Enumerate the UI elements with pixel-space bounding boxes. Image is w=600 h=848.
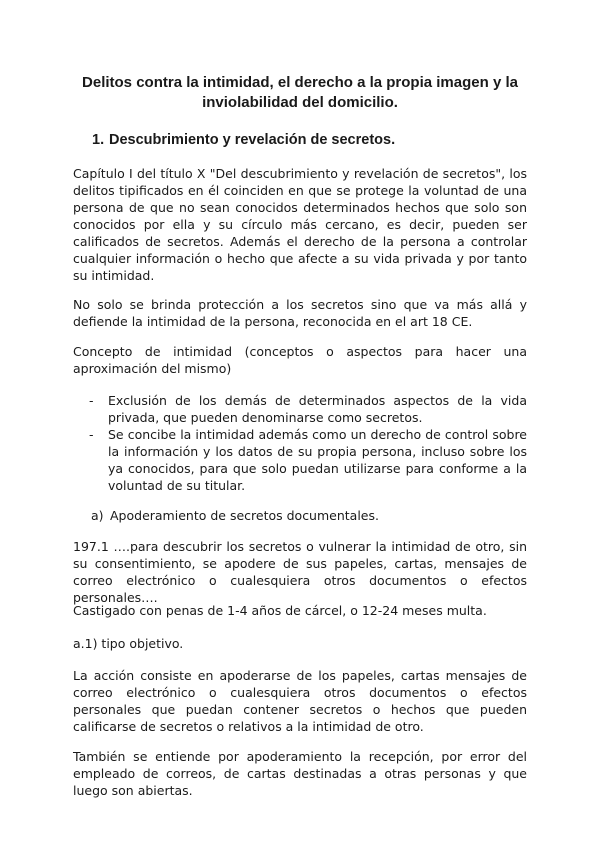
list-item	[88, 392, 527, 426]
paragraph-concept: Concepto de intimidad (conceptos o aspectos para hacer una aproximación del mismo)	[73, 344, 527, 376]
paragraph-penalty: Castigado con penas de 1-4 años de cárcel, o 12-24 meses multa.	[73, 603, 487, 618]
bullet-text: Se concibe la intimidad además como un derecho de control sobre la información y los datos de su propia persona, incluso sobre los ya conocidos, para que solo puedan utilizarse para conforme a la voluntad de su titular.	[108, 427, 527, 493]
paragraph-article: 197.1 ….para descubrir los secretos o vulnerar la intimidad de otro, sin su consentimiento, se apodere de sus papeles, cartas, mensajes de correo electrónico o cualesquiera otros documentos o efectos personales….	[73, 539, 527, 605]
subsection-heading	[91, 507, 511, 524]
bullet-text: Exclusión de los demás de determinados aspectos de la vida privada, que pueden denominarse como secretos.	[108, 393, 527, 425]
list-item	[88, 426, 527, 494]
bullet-dash: -	[89, 393, 94, 408]
paragraph-extra: También se entiende por apoderamiento la recepción, por error del empleado de correos, de cartas destinadas a otras personas y que luego son abiertas.	[73, 749, 527, 798]
bullet-list	[88, 392, 527, 494]
paragraph-protection: No solo se brinda protección a los secretos sino que va más allá y defiende la intimidad de la persona, reconocida en el art 18 CE.	[73, 297, 527, 329]
paragraph-intro: Capítulo I del título X "Del descubrimiento y revelación de secretos", los delitos tipificados en él coinciden en que se protege la voluntad de una persona de que no sean conocidos determinados hechos que solo son conocidos por ella y su círculo más cercano, es decir, pueden ser calificados de secretos. Además el derecho de la persona a controlar cualquier información o hecho que afecte a su vida privada y por tanto su intimidad.	[73, 166, 527, 283]
paragraph-action: La acción consiste en apoderarse de los papeles, cartas mensajes de correo electrónico o cualesquiera otros documentos o efectos personales que puedan contener secretos o hechos que pueden calificarse de secretos o relativos a la intimidad de otro.	[73, 668, 527, 734]
section-heading	[92, 130, 395, 150]
subsection-marker: a)	[91, 508, 104, 523]
paragraph-subpoint: a.1) tipo objetivo.	[73, 636, 184, 651]
section-number: 1.	[92, 132, 105, 148]
section-heading-text: Descubrimiento y revelación de secretos.	[109, 132, 396, 148]
document-title: Delitos contra la intimidad, el derecho a la propia imagen y la inviolabilidad del domicilio.	[82, 74, 518, 111]
subsection-label: Apoderamiento de secretos documentales.	[110, 508, 379, 523]
bullet-dash: -	[89, 427, 94, 442]
